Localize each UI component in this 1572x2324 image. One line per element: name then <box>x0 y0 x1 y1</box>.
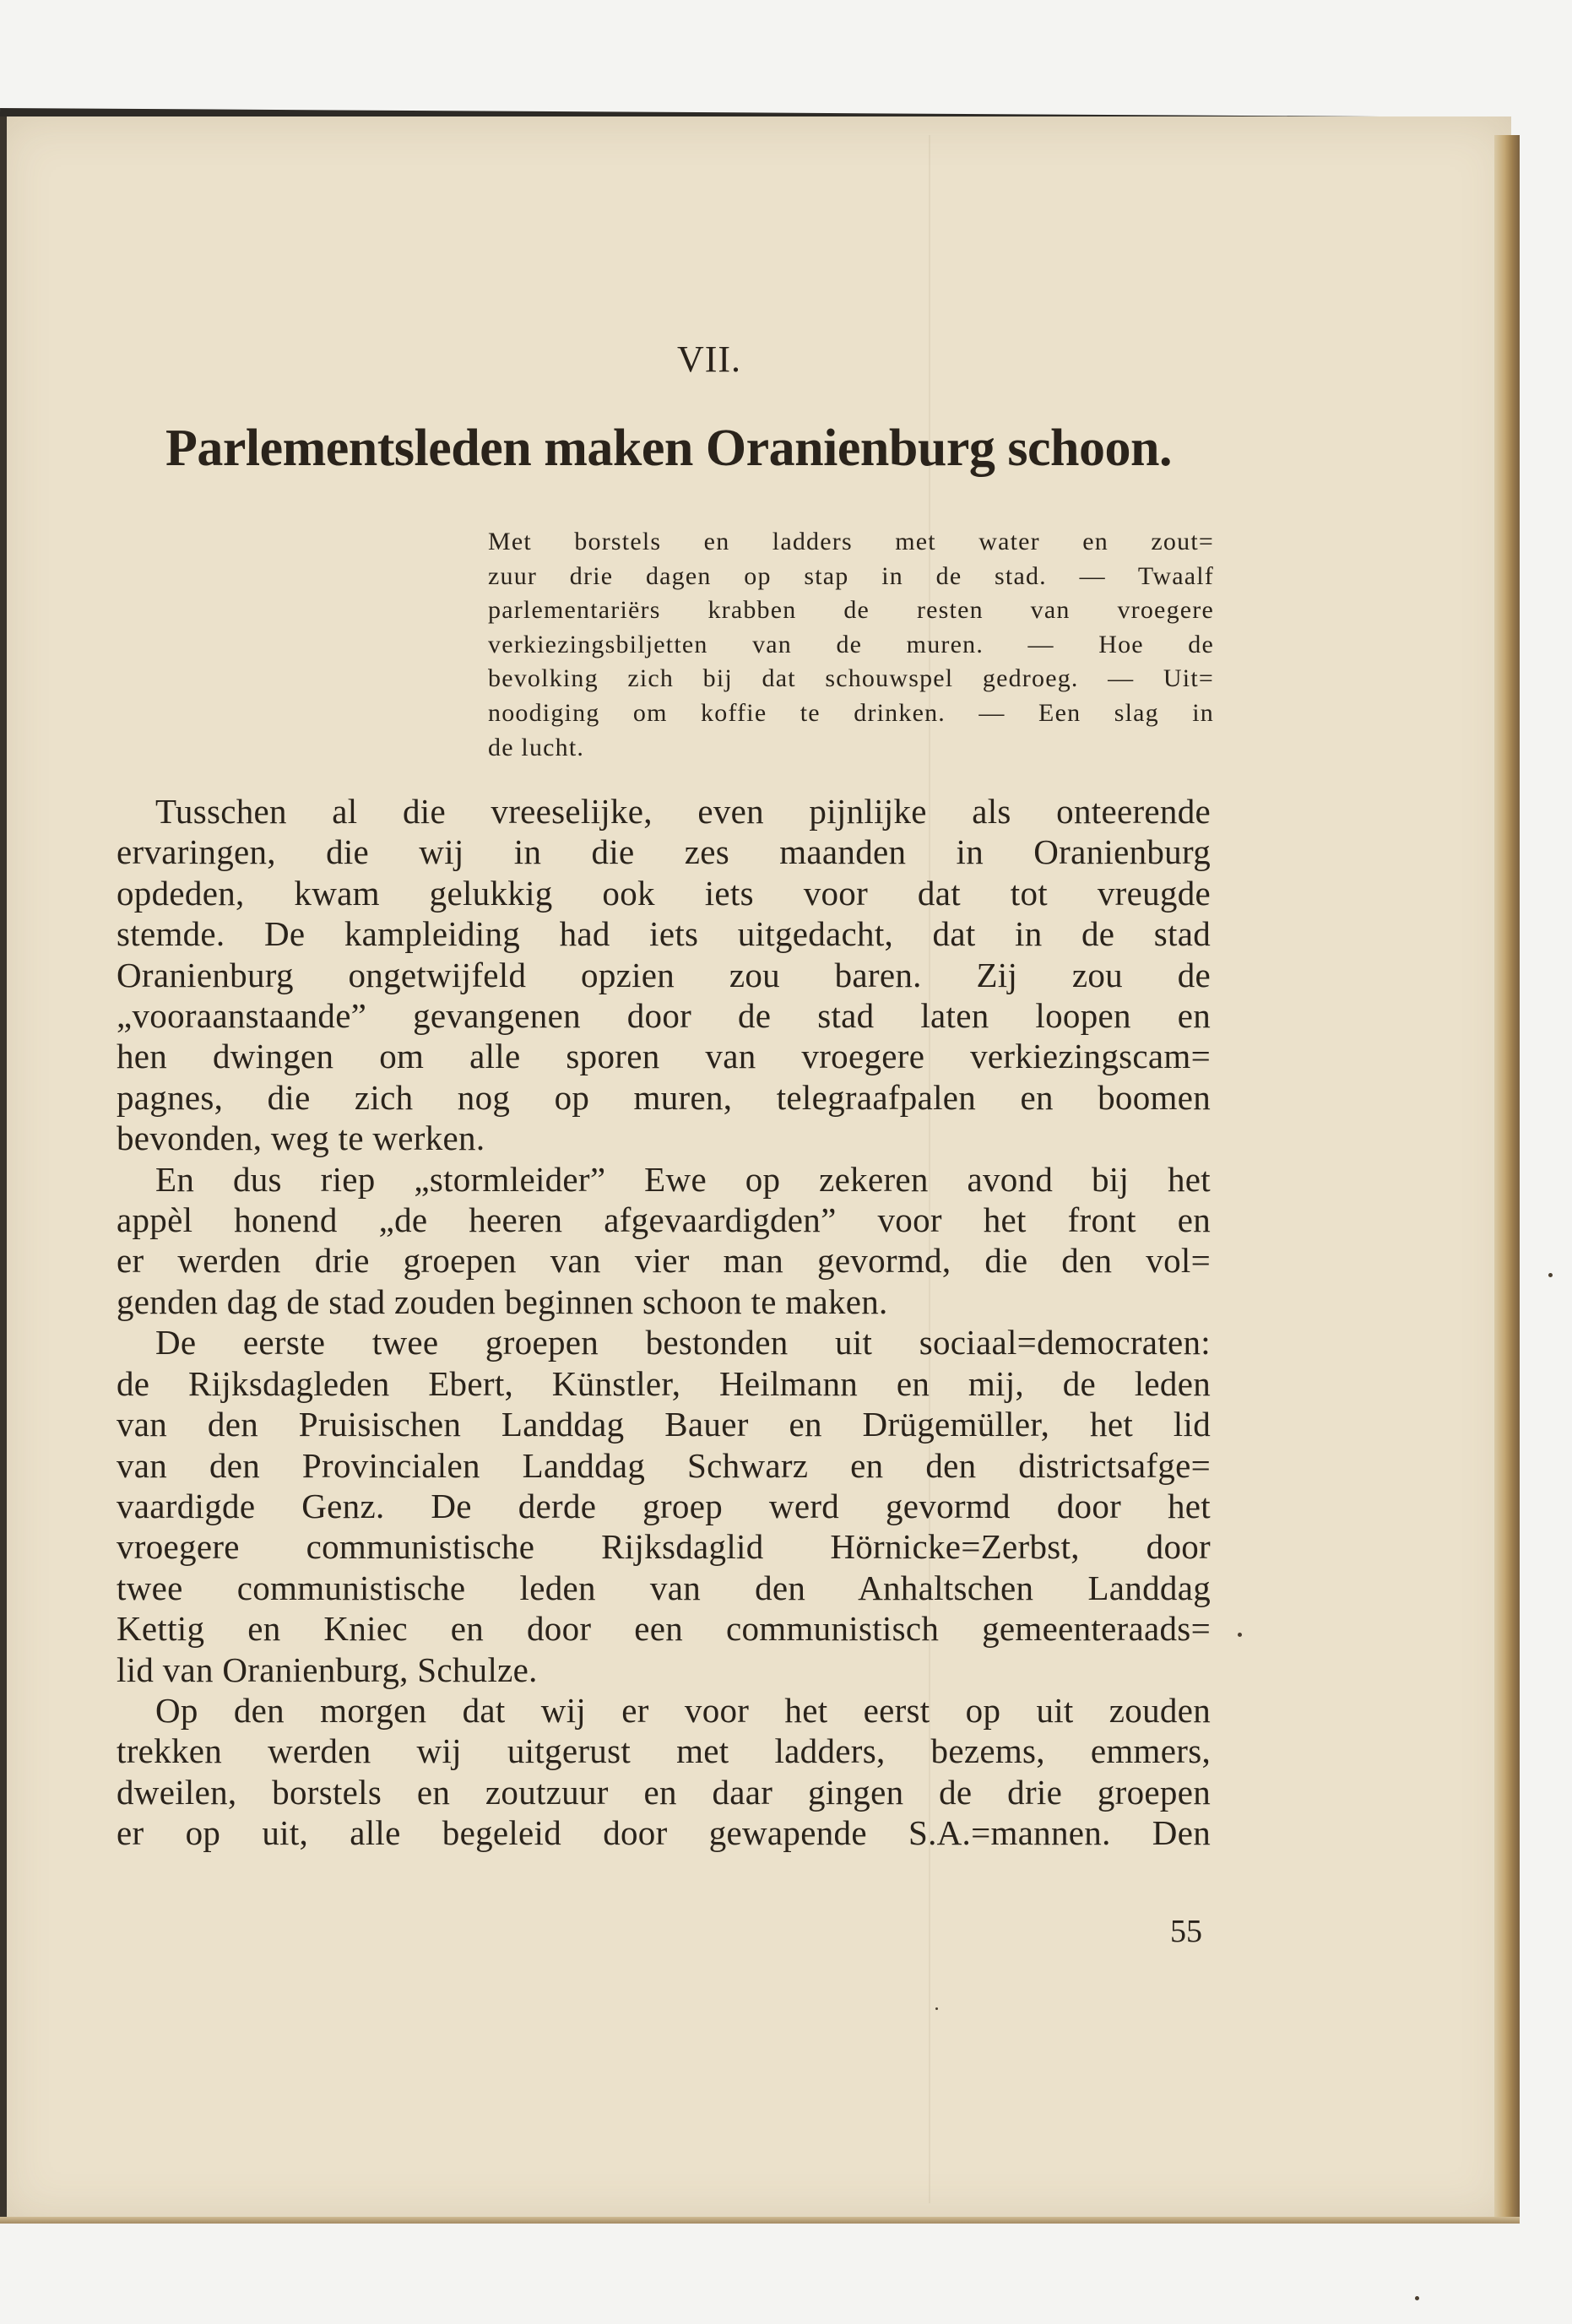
summary-line: de lucht. <box>488 733 585 761</box>
body-line: hen dwingen om alle sporen van vroegere verkiezingscam= <box>117 1037 1211 1076</box>
summary-line: noodiging om koffie te drinken. — Een slag in <box>488 698 1214 727</box>
body-line: Oranienburg ongetwijfeld opzien zou baren. Zij zou de <box>117 955 1211 994</box>
body-line: appèl honend „de heeren afgevaardigden” voor het front en <box>117 1200 1211 1240</box>
summary-line: verkiezingsbiljetten van de muren. — Hoe de <box>488 630 1214 658</box>
body-line: „vooraanstaande” gevangenen door de stad laten loopen en <box>117 996 1211 1036</box>
body-line: De eerste twee groepen bestonden uit sociaal=democraten: <box>155 1323 1211 1362</box>
summary-line: bevolking zich bij dat schouwspel gedroeg. — Uit= <box>488 664 1214 693</box>
paper-speck <box>935 2007 938 2010</box>
body-line: dweilen, borstels en zoutzuur en daar gingen de drie groepen <box>117 1772 1211 1812</box>
body-line: vroegere communistische Rijksdaglid Hörnicke=Zerbst, door <box>117 1527 1211 1567</box>
page-bottom-edge <box>0 2217 1520 2224</box>
paper-speck <box>1415 2296 1419 2300</box>
chapter-number: VII. <box>676 339 742 380</box>
chapter-title: Parlementsleden maken Oranienburg schoon. <box>165 420 1172 477</box>
page-number: 55 <box>1170 1914 1202 1949</box>
body-line: lid van Oranienburg, Schulze. <box>117 1650 538 1689</box>
body-line: twee communistische leden van den Anhaltschen Landdag <box>117 1568 1211 1607</box>
body-line: van den Pruisischen Landdag Bauer en Drügemüller, het lid <box>117 1405 1211 1444</box>
page-left-edge <box>0 116 7 2223</box>
summary-line: parlementariërs krabben de resten van vroegere <box>488 596 1214 625</box>
chapter-summary <box>488 525 1214 765</box>
body-line: stemde. De kampleiding had iets uitgedacht, dat in de stad <box>117 914 1211 954</box>
body-line: van den Provincialen Landdag Schwarz en den districtsafge= <box>117 1445 1211 1485</box>
paper-speck <box>1548 1273 1553 1277</box>
body-text <box>117 791 1211 1854</box>
summary-line: zuur drie dagen op stap in de stad. — Twaalf <box>488 561 1214 590</box>
body-line: Tusschen al die vreeselijke, even pijnlijke als onteerende <box>155 792 1211 831</box>
paper-speck <box>1238 1633 1242 1637</box>
body-line: ervaringen, die wij in die zes maanden in Oranienburg <box>117 832 1211 872</box>
body-line: trekken werden wij uitgerust met ladders, bezems, emmers, <box>117 1731 1211 1771</box>
body-line: er op uit, alle begeleid door gewapende S.A.=mannen. Den <box>117 1813 1211 1853</box>
body-line: genden dag de stad zouden beginnen schoon te maken. <box>117 1281 888 1321</box>
body-line: de Rijksdagleden Ebert, Künstler, Heilmann en mij, de leden <box>117 1363 1211 1403</box>
body-line: bevonden, weg te werken. <box>117 1119 485 1158</box>
body-line: En dus riep „stormleider” Ewe op zekeren avond bij het <box>155 1159 1211 1199</box>
body-line: Kettig en Kniec en door een communistisch gemeenteraads= <box>117 1609 1211 1649</box>
body-line: er werden drie groepen van vier man gevormd, die den vol= <box>117 1241 1211 1281</box>
body-line: opdeden, kwam gelukkig ook iets voor dat tot vreugde <box>117 873 1211 913</box>
page-right-edge <box>1494 135 1520 2220</box>
body-line: pagnes, die zich nog op muren, telegraafpalen en boomen <box>117 1077 1211 1117</box>
body-line: vaardigde Genz. De derde groep werd gevormd door het <box>117 1486 1211 1525</box>
body-line: Op den morgen dat wij er voor het eerst op uit zouden <box>155 1690 1211 1730</box>
summary-line: Met borstels en ladders met water en zout= <box>488 528 1214 555</box>
